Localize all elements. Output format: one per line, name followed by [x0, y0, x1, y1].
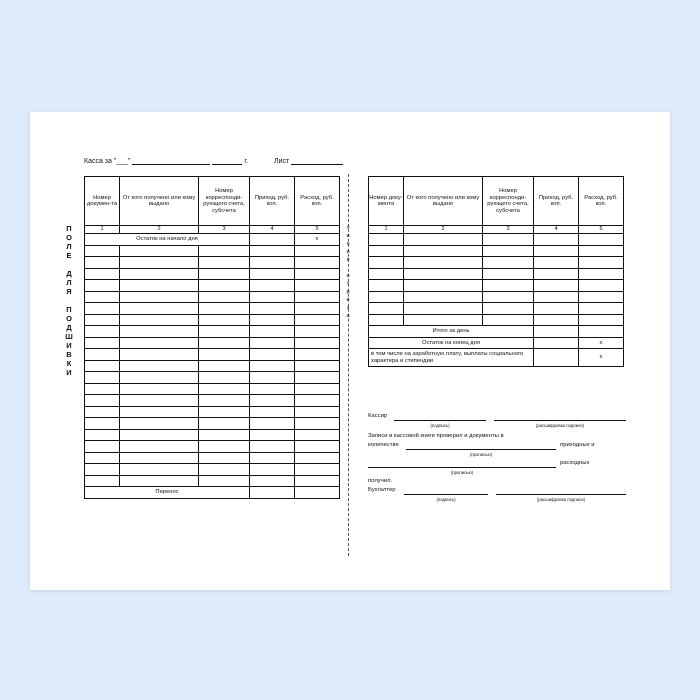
year-blank[interactable] [212, 156, 242, 165]
left-cell[interactable] [85, 268, 120, 280]
right-cell[interactable] [369, 303, 404, 315]
table-row [85, 291, 340, 303]
left-cell[interactable] [120, 372, 199, 384]
table-row [85, 268, 340, 280]
col-income: Приход, руб. коп. [250, 177, 295, 226]
col-income-right: Приход, руб. коп. [534, 177, 579, 226]
left-cell[interactable] [120, 395, 199, 407]
table-row [369, 291, 624, 303]
table-header-row-right [369, 177, 624, 226]
left-cell[interactable] [295, 337, 340, 349]
table-row [369, 257, 624, 269]
right-cell[interactable] [404, 280, 483, 292]
table-row [85, 395, 340, 407]
left-cell[interactable] [199, 268, 250, 280]
colnum-4-right: 4 [534, 226, 579, 234]
table-row [369, 268, 624, 280]
column-number-row [85, 226, 340, 234]
including-mark: х [579, 349, 624, 367]
right-cell[interactable] [483, 268, 534, 280]
table-row [85, 280, 340, 292]
col-expense-right: Расход, руб. коп. [579, 177, 624, 226]
right-cell[interactable] [483, 303, 534, 315]
including-row [369, 349, 624, 367]
left-cell[interactable] [85, 429, 120, 441]
colnum-3-right: 3 [483, 226, 534, 234]
income-count-blank[interactable] [406, 442, 556, 450]
closing-balance-row [369, 337, 624, 349]
col-from-whom-right: От кого получено или кому выдано [404, 177, 483, 226]
left-table [84, 176, 340, 499]
left-cell[interactable] [250, 406, 295, 418]
left-cell[interactable] [199, 326, 250, 338]
left-cell[interactable] [199, 418, 250, 430]
paper-page [30, 112, 670, 590]
left-cell[interactable] [199, 383, 250, 395]
right-cell[interactable] [369, 291, 404, 303]
closing-balance-income[interactable] [534, 337, 579, 349]
total-day-income[interactable] [534, 326, 579, 338]
left-cell[interactable] [85, 383, 120, 395]
left-cell[interactable] [85, 406, 120, 418]
table-header-row [85, 177, 340, 226]
right-cell[interactable] [579, 280, 624, 292]
left-cell[interactable] [199, 452, 250, 464]
left-cell[interactable] [199, 291, 250, 303]
left-cell[interactable] [250, 291, 295, 303]
left-cell[interactable] [85, 418, 120, 430]
count-label: количестве [368, 442, 399, 448]
right-cell[interactable] [579, 245, 624, 257]
left-cell[interactable] [120, 280, 199, 292]
cut-line-label: л и н и я о т р е з а [346, 225, 350, 319]
left-cell[interactable] [85, 303, 120, 315]
table-row [85, 406, 340, 418]
total-day-row [369, 326, 624, 338]
received-label: получил. [368, 478, 393, 484]
cashier-label: Кассир [368, 413, 388, 419]
accountant-signature-blank[interactable] [404, 487, 488, 495]
left-cell[interactable] [250, 383, 295, 395]
table-row [85, 464, 340, 476]
left-cell[interactable] [295, 429, 340, 441]
right-cell[interactable] [579, 314, 624, 326]
left-cell[interactable] [199, 395, 250, 407]
left-cell[interactable] [250, 372, 295, 384]
left-cell[interactable] [85, 441, 120, 453]
left-cell[interactable] [199, 280, 250, 292]
transfer-label: Перенос [85, 487, 250, 499]
accountant-caption-name: (расшифровка подписи) [536, 497, 586, 502]
right-cell[interactable] [404, 291, 483, 303]
colnum-5: 5 [295, 226, 340, 234]
right-cell[interactable] [579, 303, 624, 315]
left-cell[interactable] [120, 406, 199, 418]
left-cell[interactable] [295, 441, 340, 453]
check-line-3 [368, 459, 640, 468]
col-doc-number: Номер докумен-та [85, 177, 120, 226]
check-caption-1: (прописью) [469, 452, 493, 457]
opening-balance-row [85, 234, 340, 246]
right-cell[interactable] [404, 257, 483, 269]
table-row [85, 418, 340, 430]
expense-count-blank[interactable] [368, 460, 556, 468]
left-cell[interactable] [85, 395, 120, 407]
left-cell[interactable] [199, 464, 250, 476]
opening-balance-income[interactable] [250, 234, 295, 246]
left-cell[interactable] [250, 475, 295, 487]
left-cell[interactable] [85, 349, 120, 361]
right-cell[interactable] [369, 268, 404, 280]
left-cell[interactable] [120, 291, 199, 303]
cashier-caption-signature: (подпись) [430, 423, 450, 428]
right-cell[interactable] [369, 234, 404, 246]
column-number-row-right [369, 226, 624, 234]
left-cell[interactable] [85, 291, 120, 303]
right-cell[interactable] [534, 234, 579, 246]
right-cell[interactable] [369, 245, 404, 257]
left-cell[interactable] [295, 452, 340, 464]
left-cell[interactable] [120, 360, 199, 372]
cash-label: Касса за "___" [84, 158, 131, 165]
colnum-1: 1 [85, 226, 120, 234]
right-cell[interactable] [534, 291, 579, 303]
left-cell[interactable] [295, 326, 340, 338]
closing-balance-label: Остаток на конец дня [369, 337, 534, 349]
left-cell[interactable] [120, 441, 199, 453]
opening-balance-label: Остаток на начало дня [85, 234, 250, 246]
left-cell[interactable] [85, 280, 120, 292]
right-cell[interactable] [483, 291, 534, 303]
right-cell[interactable] [579, 291, 624, 303]
cashier-caption-name: (расшифровка подписи) [535, 423, 585, 428]
left-cell[interactable] [250, 360, 295, 372]
left-cell[interactable] [85, 314, 120, 326]
left-cell[interactable] [295, 383, 340, 395]
left-cell[interactable] [199, 372, 250, 384]
left-cell[interactable] [85, 360, 120, 372]
left-cell[interactable] [199, 337, 250, 349]
left-cell[interactable] [295, 475, 340, 487]
cashier-signature-blank[interactable] [394, 413, 486, 421]
col-account: Номер корреспонди-рующего счета, субсчета [199, 177, 250, 226]
right-cell[interactable] [534, 280, 579, 292]
colnum-1-right: 1 [369, 226, 404, 234]
left-cell[interactable] [250, 418, 295, 430]
accountant-caption-signature: (подпись) [436, 497, 456, 502]
left-cell[interactable] [295, 280, 340, 292]
accountant-row [368, 486, 640, 495]
cash-book-form [56, 134, 642, 564]
table-row [85, 475, 340, 487]
left-cell[interactable] [295, 291, 340, 303]
left-cell[interactable] [250, 268, 295, 280]
right-cell[interactable] [404, 245, 483, 257]
left-cell[interactable] [295, 245, 340, 257]
left-cell[interactable] [120, 268, 199, 280]
sheet-label: Лист [273, 158, 290, 165]
left-cell[interactable] [85, 245, 120, 257]
right-table [368, 176, 624, 367]
left-cell[interactable] [295, 418, 340, 430]
check-line-2 [368, 441, 640, 450]
table-row [369, 314, 624, 326]
table-row [369, 280, 624, 292]
left-cell[interactable] [120, 314, 199, 326]
right-cell[interactable] [404, 268, 483, 280]
including-label: в том числе на заработную плату, выплаты социального характера и стипендии [369, 349, 534, 367]
check-caption-2-row [368, 468, 640, 477]
left-cell[interactable] [250, 337, 295, 349]
accountant-name-blank[interactable] [496, 487, 626, 495]
left-cell[interactable] [199, 257, 250, 269]
left-cell[interactable] [295, 372, 340, 384]
col-from-whom: От кого получено или кому выдано [120, 177, 199, 226]
left-cell[interactable] [295, 349, 340, 361]
col-expense: Расход, руб. коп. [295, 177, 340, 226]
left-cell[interactable] [250, 395, 295, 407]
left-cell[interactable] [120, 303, 199, 315]
left-cell[interactable] [199, 429, 250, 441]
left-cell[interactable] [199, 360, 250, 372]
table-row [85, 452, 340, 464]
left-cell[interactable] [250, 441, 295, 453]
accountant-captions [368, 495, 640, 504]
colnum-2: 2 [120, 226, 199, 234]
left-cell[interactable] [199, 314, 250, 326]
right-cell[interactable] [534, 245, 579, 257]
opening-balance-mark: х [295, 234, 340, 246]
year-suffix: г. [244, 158, 249, 165]
left-cell[interactable] [250, 314, 295, 326]
col-doc-number-right: Номер доку-мента [369, 177, 404, 226]
colnum-4: 4 [250, 226, 295, 234]
left-cell[interactable] [250, 257, 295, 269]
table-row [369, 245, 624, 257]
left-cell[interactable] [295, 360, 340, 372]
left-cell[interactable] [250, 452, 295, 464]
left-cell[interactable] [250, 280, 295, 292]
left-cell[interactable] [250, 326, 295, 338]
right-cell[interactable] [534, 314, 579, 326]
table-row [85, 383, 340, 395]
right-cell[interactable] [483, 257, 534, 269]
transfer-row [85, 487, 340, 499]
table-row [85, 257, 340, 269]
left-cell[interactable] [250, 429, 295, 441]
including-income[interactable] [534, 349, 579, 367]
form-header [84, 156, 343, 165]
col-account-right: Номер корреспонди-рующего счета, субсчета [483, 177, 534, 226]
left-cell[interactable] [85, 257, 120, 269]
income-docs-label: приходных и [560, 442, 595, 448]
left-cell[interactable] [250, 245, 295, 257]
table-row [85, 326, 340, 338]
left-cell[interactable] [199, 441, 250, 453]
right-cell[interactable] [483, 234, 534, 246]
left-cell[interactable] [199, 349, 250, 361]
left-cell[interactable] [85, 475, 120, 487]
month-blank[interactable] [132, 156, 210, 165]
left-cell[interactable] [85, 326, 120, 338]
table-row [85, 360, 340, 372]
accountant-label: Бухгалтер [368, 487, 396, 493]
colnum-2-right: 2 [404, 226, 483, 234]
closing-balance-mark: х [579, 337, 624, 349]
right-cell[interactable] [483, 280, 534, 292]
right-cell[interactable] [534, 257, 579, 269]
right-cell[interactable] [404, 303, 483, 315]
table-row [85, 429, 340, 441]
transfer-expense[interactable] [295, 487, 340, 499]
left-cell[interactable] [295, 395, 340, 407]
left-cell[interactable] [199, 303, 250, 315]
left-cell[interactable] [120, 245, 199, 257]
check-line-1: Записи в кассовой книге проверил и документы в [368, 433, 504, 439]
right-cell[interactable] [404, 314, 483, 326]
signature-block [368, 412, 640, 504]
colnum-5-right: 5 [579, 226, 624, 234]
right-cell[interactable] [483, 245, 534, 257]
left-cell[interactable] [120, 452, 199, 464]
transfer-income[interactable] [250, 487, 295, 499]
left-cell[interactable] [120, 383, 199, 395]
left-cell[interactable] [295, 406, 340, 418]
table-row [85, 349, 340, 361]
left-cell[interactable] [120, 464, 199, 476]
binding-field-text: П О Л Е Д Л Я П О Д Ш И В К И [65, 224, 73, 377]
right-cell[interactable] [579, 257, 624, 269]
left-cell[interactable] [120, 257, 199, 269]
left-cell[interactable] [250, 303, 295, 315]
sheet-blank[interactable] [291, 156, 343, 165]
check-caption-2: (прописью) [450, 470, 474, 475]
right-cell[interactable] [404, 234, 483, 246]
left-cell[interactable] [250, 464, 295, 476]
expense-docs-label: расходных [560, 460, 590, 466]
left-cell[interactable] [295, 303, 340, 315]
right-cell[interactable] [579, 234, 624, 246]
cashier-captions [368, 421, 640, 430]
left-cell[interactable] [120, 326, 199, 338]
left-cell[interactable] [199, 245, 250, 257]
cashier-row [368, 412, 640, 421]
right-cell[interactable] [534, 268, 579, 280]
left-cell[interactable] [120, 418, 199, 430]
left-cell[interactable] [120, 429, 199, 441]
left-cell[interactable] [120, 475, 199, 487]
left-cell[interactable] [295, 464, 340, 476]
table-row [85, 303, 340, 315]
left-cell[interactable] [85, 464, 120, 476]
table-row [85, 337, 340, 349]
table-row [369, 303, 624, 315]
right-cell[interactable] [579, 268, 624, 280]
colnum-3: 3 [199, 226, 250, 234]
table-row [85, 245, 340, 257]
check-caption-1-row [368, 450, 640, 459]
right-cell[interactable] [483, 314, 534, 326]
right-cell[interactable] [369, 314, 404, 326]
left-cell[interactable] [295, 268, 340, 280]
left-cell[interactable] [199, 406, 250, 418]
left-cell[interactable] [250, 349, 295, 361]
left-cell[interactable] [85, 372, 120, 384]
right-cell[interactable] [534, 303, 579, 315]
right-cell[interactable] [369, 257, 404, 269]
left-cell[interactable] [85, 337, 120, 349]
left-cell[interactable] [295, 314, 340, 326]
table-row [85, 441, 340, 453]
left-cell[interactable] [120, 337, 199, 349]
left-cell[interactable] [85, 452, 120, 464]
left-cell[interactable] [120, 349, 199, 361]
table-row [85, 314, 340, 326]
total-day-expense[interactable] [579, 326, 624, 338]
cashier-name-blank[interactable] [494, 413, 626, 421]
table-row [369, 234, 624, 246]
left-cell[interactable] [199, 475, 250, 487]
right-cell[interactable] [369, 280, 404, 292]
left-cell[interactable] [295, 257, 340, 269]
total-day-label: Итого за день [369, 326, 534, 338]
table-row [85, 372, 340, 384]
